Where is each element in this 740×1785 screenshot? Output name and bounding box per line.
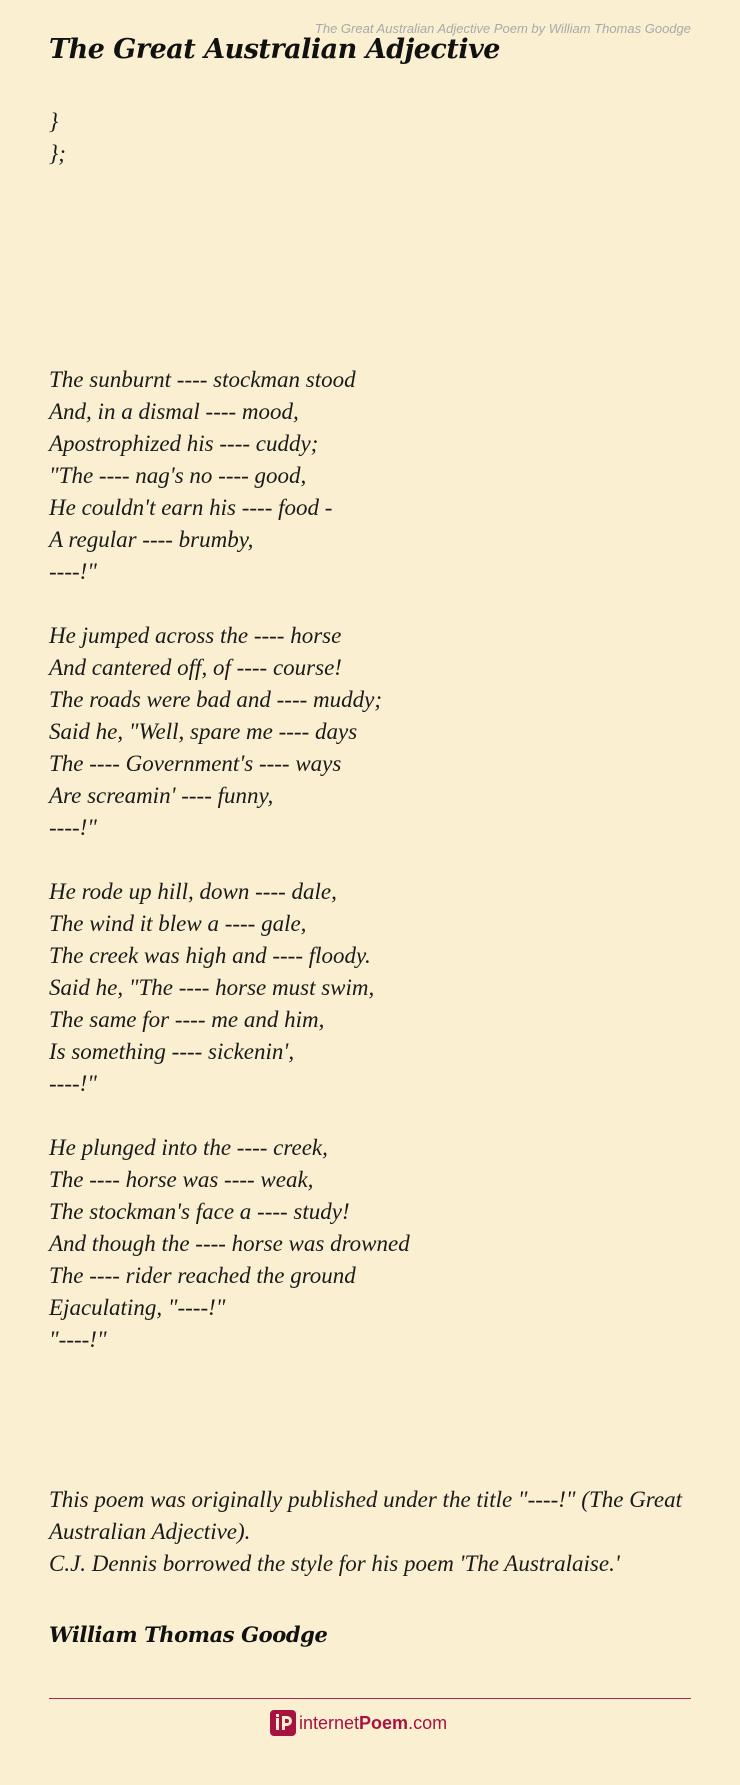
poem-line: ----!" xyxy=(49,815,97,840)
poem-line: The same for ---- me and him, xyxy=(49,1007,325,1032)
poem-line: ----!" xyxy=(49,1071,97,1096)
poem-line: The roads were bad and ---- muddy; xyxy=(49,687,383,712)
poem-line: And, in a dismal ---- mood, xyxy=(49,399,299,424)
poem-line: The ---- Government's ---- ways xyxy=(49,751,342,776)
footer-divider xyxy=(49,1698,691,1699)
poem-line: He couldn't earn his ---- food - xyxy=(49,495,333,520)
poem-line: Said he, "The ---- horse must swim, xyxy=(49,975,375,1000)
logo-text-poem: Poem xyxy=(359,1712,409,1733)
poem-line: And cantered off, of ---- course! xyxy=(49,655,342,680)
poem-line: Apostrophized his ---- cuddy; xyxy=(49,431,319,456)
poem-line: The ---- rider reached the ground xyxy=(49,1263,356,1288)
logo-text-internet: internet xyxy=(299,1712,360,1733)
poem-line: Are screamin' ---- funny, xyxy=(49,783,274,808)
poem-line: Ejaculating, "----!" xyxy=(49,1295,226,1320)
poem-notes xyxy=(49,1484,694,1580)
poem-line: "The ---- nag's no ---- good, xyxy=(49,463,307,488)
stanza-1 xyxy=(49,364,410,588)
poem-line: The stockman's face a ---- study! xyxy=(49,1199,350,1224)
note-line: This poem was originally published under the title "----!" (The Great Australian Adjective). xyxy=(49,1487,683,1544)
poem-line: Is something ---- sickenin', xyxy=(49,1039,295,1064)
poem-line: A regular ---- brumby, xyxy=(49,527,254,552)
logo-text-com: .com xyxy=(408,1712,448,1733)
stanza-4 xyxy=(49,1132,410,1356)
author-name: William Thomas Goodge xyxy=(49,1622,328,1647)
code-fragment xyxy=(49,106,66,170)
code-fragment-line: } xyxy=(49,109,59,134)
internetpoem-logo-icon xyxy=(270,1710,296,1736)
poem-line: ----!" xyxy=(49,559,97,584)
poem-line: The wind it blew a ---- gale, xyxy=(49,911,307,936)
note-line: C.J. Dennis borrowed the style for his poem 'The Australaise.' xyxy=(49,1551,620,1576)
poem-title: The Great Australian Adjective xyxy=(49,34,500,65)
header-caption: The Great Australian Adjective Poem by William Thomas Goodge xyxy=(314,21,691,36)
poem-line: The creek was high and ---- floody. xyxy=(49,943,371,968)
stanza-2 xyxy=(49,620,410,844)
poem-line: And though the ---- horse was drowned xyxy=(49,1231,410,1256)
stanza-3 xyxy=(49,876,410,1100)
code-fragment-line: }; xyxy=(49,141,66,166)
poem-line: The ---- horse was ---- weak, xyxy=(49,1167,314,1192)
poem-line: The sunburnt ---- stockman stood xyxy=(49,367,356,392)
poem-body xyxy=(49,364,410,1388)
site-logo[interactable] xyxy=(270,1710,447,1736)
poem-line: He plunged into the ---- creek, xyxy=(49,1135,328,1160)
poem-line: He jumped across the ---- horse xyxy=(49,623,342,648)
poem-line: He rode up hill, down ---- dale, xyxy=(49,879,337,904)
poem-line: Said he, "Well, spare me ---- days xyxy=(49,719,358,744)
poem-line: "----!" xyxy=(49,1327,107,1352)
